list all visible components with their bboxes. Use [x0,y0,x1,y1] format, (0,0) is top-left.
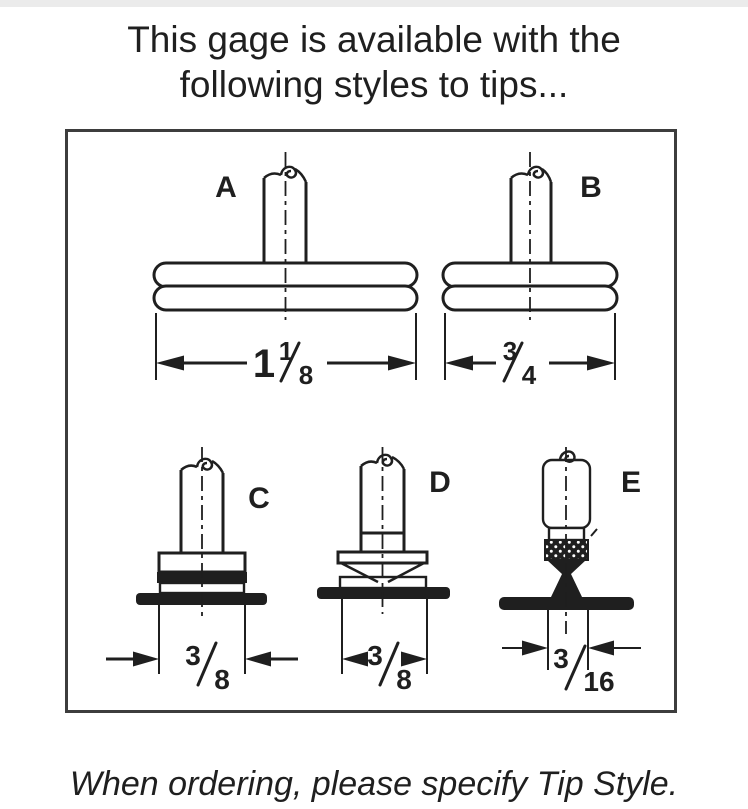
tip-a-dim-numerator: 1 [278,336,294,366]
tip-e-dim-numerator: 3 [553,643,569,674]
tip-a-arrow-right [388,356,416,371]
tip-e-arrow-left [522,641,548,656]
tip-e-dim-denominator: 16 [583,666,615,697]
tip-e-arrow-right [588,641,614,656]
tip-b-dim-numerator: 3 [502,336,518,366]
tip-c-dim-numerator: 3 [185,640,201,671]
tip-d-dim-numerator: 3 [367,640,383,671]
tip-style-d [317,447,451,695]
tip-style-a [154,152,417,390]
footer-note: When ordering, please specify Tip Style. [69,765,679,803]
tip-d-dim-denominator: 8 [396,664,412,695]
diagram-border [67,131,676,712]
tip-b-stem-break-mark [511,167,551,182]
scan-artifact-strip [0,0,748,7]
tip-d-label: D [429,466,451,499]
tip-c-label: C [248,482,270,515]
tip-a-label: A [215,171,237,204]
tip-d-flange [317,587,450,599]
tip-b-stem [511,178,551,263]
tip-style-b [443,152,617,390]
tip-a-dim-denominator: 8 [298,360,314,390]
tip-style-c [106,447,298,695]
tip-c-arrow-right [245,652,271,667]
page-title-line1: This gage is available with the [127,19,621,60]
tip-e-label: E [620,466,642,499]
tip-a-arrow-left [156,356,184,371]
tip-c-dim-denominator: 8 [214,664,230,695]
tip-e-fraction-slash [566,646,585,689]
tip-b-arrow-left [445,356,473,371]
tip-b-label: B [580,171,602,204]
tip-a-dim-whole: 1 [252,342,276,386]
tip-style-e [499,447,641,697]
tip-d-extension-lines [342,599,427,674]
tip-e-tick-mark [591,529,597,536]
tip-c-arrow-left [133,652,159,667]
tip-b-dim-denominator: 4 [521,360,537,390]
tip-d-arrow-left [342,652,368,667]
tip-b-arrow-right [587,356,615,371]
page-title-line2: following styles to tips... [179,64,569,105]
